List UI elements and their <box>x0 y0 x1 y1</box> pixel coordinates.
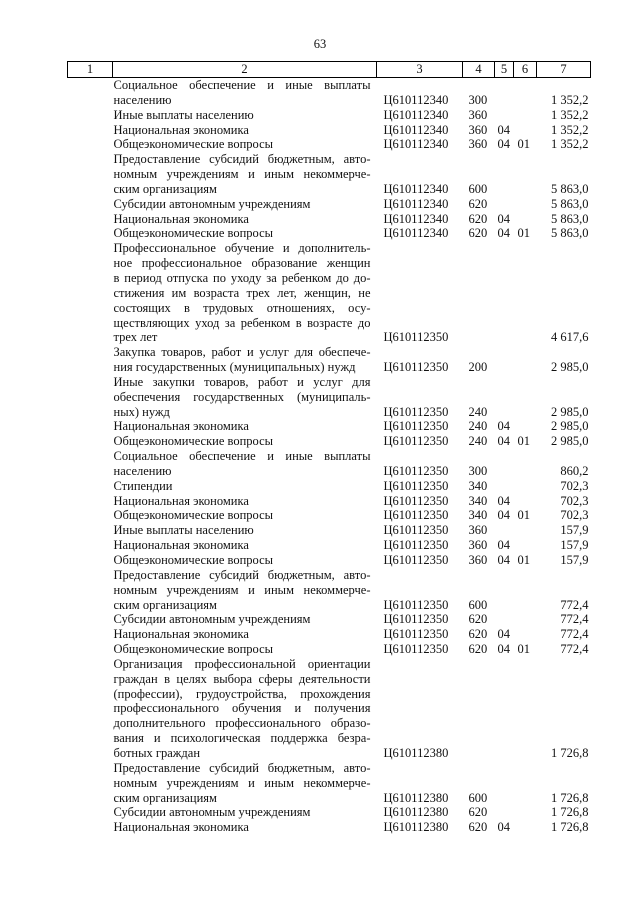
table-row <box>68 820 591 835</box>
text-line: Иные выплаты населению <box>113 107 254 122</box>
cell-col3: Ц610112380 <box>383 820 449 835</box>
table-row <box>68 375 591 420</box>
text-line: ским организациям <box>113 181 217 196</box>
cell-col3: Ц610112350 <box>383 330 449 345</box>
text-line: Национальная экономика <box>113 627 249 642</box>
cell-col4: 620 <box>468 226 488 241</box>
text-line: Закупка товаров, работ и услуг для обеспече- <box>113 345 371 360</box>
cell-col3: Ц610112340 <box>383 211 449 226</box>
text-line: Национальная экономика <box>113 122 249 137</box>
text-line: Национальная экономика <box>113 538 249 553</box>
cell-col-1 <box>68 241 113 345</box>
text-line: Иные закупки товаров, работ и услуг для <box>113 374 371 389</box>
table-row <box>68 508 591 523</box>
cell-col6 <box>514 820 537 835</box>
table-row <box>68 123 591 138</box>
cell-col-1 <box>68 568 113 613</box>
cell-col5 <box>495 152 514 197</box>
cell-col7: 1 726,8 <box>551 820 589 835</box>
table-row <box>68 197 591 212</box>
cell-col7: 772,4 <box>560 612 589 627</box>
cell-col3: Ц610112350 <box>383 523 449 538</box>
text-line: ния государственных (муниципальных) нужд <box>113 360 356 375</box>
cell-col4 <box>463 657 495 761</box>
table-body <box>68 78 591 836</box>
cell-col-1 <box>68 449 113 479</box>
cell-col4 <box>463 241 495 345</box>
cell-col7: 1 352,2 <box>551 107 589 122</box>
table-row <box>68 78 591 108</box>
cell-col6: 01 <box>517 508 530 523</box>
cell-col4: 300 <box>468 92 488 107</box>
text-line: ное профессиональное образование женщин <box>113 256 371 271</box>
text-line: Предоставление субсидий бюджетным, авто- <box>113 152 371 167</box>
cell-col-1 <box>68 375 113 420</box>
page-number: 63 <box>313 37 327 51</box>
cell-col4: 360 <box>468 538 488 553</box>
table-row <box>68 108 591 123</box>
cell-col5 <box>495 657 514 761</box>
cell-col3: Ц610112350 <box>383 538 449 553</box>
cell-col3: Ц610112340 <box>383 226 449 241</box>
budget-table <box>67 61 591 835</box>
cell-col-1 <box>68 657 113 761</box>
cell-col4: 360 <box>468 107 488 122</box>
cell-col5 <box>495 568 514 613</box>
cell-col-1 <box>68 434 113 449</box>
cell-col6 <box>514 375 537 420</box>
cell-col3: Ц610112340 <box>383 122 449 137</box>
cell-col3: Ц610112350 <box>383 597 449 612</box>
cell-col-1 <box>68 197 113 212</box>
text-line: населению <box>113 463 172 478</box>
text-line: дополнительного профессионального образо- <box>113 716 371 731</box>
cell-col6 <box>514 108 537 123</box>
cell-col7: 772,4 <box>560 642 589 657</box>
cell-col6 <box>514 612 537 627</box>
cell-col6 <box>514 123 537 138</box>
cell-col-2 <box>113 657 377 761</box>
cell-col-2 <box>113 434 377 449</box>
cell-col4: 200 <box>468 360 488 375</box>
header-col-6: 6 <box>514 62 537 78</box>
cell-col4: 620 <box>468 642 488 657</box>
cell-col7: 1 726,8 <box>551 790 589 805</box>
cell-col7: 702,3 <box>560 478 589 493</box>
cell-col3: Ц610112380 <box>383 790 449 805</box>
cell-col6 <box>514 761 537 806</box>
cell-col5: 04 <box>497 627 510 642</box>
cell-col5 <box>495 805 514 820</box>
cell-col-1 <box>68 345 113 375</box>
cell-col-2 <box>113 479 377 494</box>
cell-col5: 04 <box>497 642 510 657</box>
table-row <box>68 568 591 613</box>
cell-col7: 860,2 <box>560 463 589 478</box>
table-row <box>68 761 591 806</box>
text-line: населению <box>113 92 172 107</box>
text-line: Иные выплаты населению <box>113 523 254 538</box>
cell-col-1 <box>68 820 113 835</box>
cell-col7: 157,9 <box>560 553 589 567</box>
cell-col4: 600 <box>468 181 488 196</box>
cell-col-1 <box>68 108 113 123</box>
cell-col6 <box>514 345 537 375</box>
cell-col-1 <box>68 212 113 227</box>
header-col-1: 1 <box>68 62 113 78</box>
text-line: Национальная экономика <box>113 493 249 508</box>
cell-col4: 600 <box>468 597 488 612</box>
cell-col4: 340 <box>468 493 488 508</box>
cell-col3: Ц610112350 <box>383 478 449 493</box>
cell-col6: 01 <box>517 137 530 152</box>
cell-col6 <box>514 419 537 434</box>
cell-col7: 4 617,6 <box>551 330 589 345</box>
cell-col-2 <box>113 137 377 152</box>
cell-col7: 1 352,2 <box>551 122 589 137</box>
cell-col-1 <box>68 761 113 806</box>
text-line: граждан в целях выбора сферы деятельности <box>113 671 371 686</box>
text-line: Национальная экономика <box>113 211 249 226</box>
cell-col3: Ц610112350 <box>383 404 449 419</box>
cell-col-1 <box>68 78 113 108</box>
cell-col-2 <box>113 226 377 241</box>
text-line: номным учреждениям и иным некоммерче- <box>113 167 371 182</box>
cell-col5 <box>495 523 514 538</box>
cell-col6: 01 <box>517 642 530 657</box>
cell-col-2 <box>113 612 377 627</box>
text-line: Профессиональное обучение и дополнитель- <box>113 241 371 256</box>
cell-col4: 360 <box>468 137 488 152</box>
cell-col5: 04 <box>497 820 510 835</box>
cell-col7: 702,3 <box>560 508 589 523</box>
cell-col-2 <box>113 627 377 642</box>
text-line: Общеэкономические вопросы <box>113 226 274 241</box>
cell-col7: 1 726,8 <box>551 805 589 820</box>
table-row <box>68 241 591 345</box>
cell-col-2 <box>113 345 377 375</box>
cell-col7: 157,9 <box>560 523 589 538</box>
table-row <box>68 642 591 657</box>
cell-col5: 04 <box>497 419 510 434</box>
cell-col6 <box>514 212 537 227</box>
cell-col6 <box>514 241 537 345</box>
cell-col7: 2 985,0 <box>551 419 589 434</box>
cell-col-1 <box>68 523 113 538</box>
cell-col-2 <box>113 78 377 108</box>
cell-col4: 340 <box>468 478 488 493</box>
cell-col3: Ц610112340 <box>383 107 449 122</box>
cell-col6: 01 <box>517 434 530 449</box>
text-line: ществляющих уход за ребенком в возрасте до <box>113 315 371 330</box>
cell-col5: 04 <box>497 508 510 523</box>
cell-col4: 360 <box>468 553 488 567</box>
cell-col5: 04 <box>497 137 510 152</box>
cell-col4: 600 <box>468 790 488 805</box>
cell-col-1 <box>68 137 113 152</box>
cell-col3: Ц610112350 <box>383 642 449 657</box>
cell-col6 <box>514 805 537 820</box>
cell-col7: 157,9 <box>560 538 589 553</box>
cell-col5 <box>495 449 514 479</box>
cell-col6 <box>514 78 537 108</box>
table-row <box>68 538 591 553</box>
text-line: номным учреждениям и иным некоммерче- <box>113 775 371 790</box>
cell-col3: Ц610112340 <box>383 92 449 107</box>
text-line: Общеэкономические вопросы <box>113 642 274 657</box>
table-row <box>68 419 591 434</box>
cell-col6 <box>514 523 537 538</box>
cell-col-2 <box>113 761 377 806</box>
cell-col-1 <box>68 508 113 523</box>
text-line: Общеэкономические вопросы <box>113 508 274 523</box>
table-header <box>68 62 591 78</box>
cell-col4: 620 <box>468 820 488 835</box>
table-row <box>68 805 591 820</box>
text-line: Субсидии автономным учреждениям <box>113 612 311 627</box>
cell-col4: 360 <box>468 523 488 538</box>
table-row <box>68 226 591 241</box>
header-row <box>68 62 591 78</box>
cell-col4: 300 <box>468 463 488 478</box>
cell-col3: Ц610112350 <box>383 493 449 508</box>
cell-col7: 2 985,0 <box>551 404 589 419</box>
text-line: Социальное обеспечение и иные выплаты <box>113 78 371 92</box>
header-col-5: 5 <box>495 62 514 78</box>
table-row <box>68 523 591 538</box>
cell-col5: 04 <box>497 553 510 567</box>
cell-col-1 <box>68 612 113 627</box>
cell-col-2 <box>113 508 377 523</box>
cell-col6 <box>514 657 537 761</box>
text-line: ных) нужд <box>113 404 170 419</box>
text-line: вания и психологическая поддержка безра- <box>113 731 371 746</box>
cell-col-2 <box>113 197 377 212</box>
cell-col6 <box>514 538 537 553</box>
cell-col-2 <box>113 123 377 138</box>
cell-col-1 <box>68 494 113 509</box>
table-row <box>68 449 591 479</box>
text-line: трех лет <box>113 330 158 345</box>
cell-col4: 620 <box>468 612 488 627</box>
cell-col3: Ц610112340 <box>383 181 449 196</box>
cell-col7: 1 352,2 <box>551 137 589 152</box>
text-line: номным учреждениям и иным некоммерче- <box>113 582 371 597</box>
cell-col7: 5 863,0 <box>551 211 589 226</box>
cell-col6: 01 <box>517 553 530 567</box>
table-row <box>68 212 591 227</box>
cell-col6: 01 <box>517 226 530 241</box>
cell-col7: 1 726,8 <box>551 745 589 760</box>
cell-col3: Ц610112340 <box>383 196 449 211</box>
cell-col5: 04 <box>497 538 510 553</box>
text-line: Организация профессиональной ориентации <box>113 656 371 671</box>
text-line: Социальное обеспечение и иные выплаты <box>113 449 371 464</box>
cell-col7: 2 985,0 <box>551 434 589 449</box>
table-row <box>68 434 591 449</box>
cell-col-2 <box>113 805 377 820</box>
text-line: ским организациям <box>113 597 217 612</box>
cell-col3: Ц610112350 <box>383 434 449 449</box>
cell-col-2 <box>113 375 377 420</box>
cell-col4: 620 <box>468 196 488 211</box>
cell-col5 <box>495 78 514 108</box>
text-line: состоящих в трудовых отношениях, осу- <box>113 300 371 315</box>
table-row <box>68 479 591 494</box>
cell-col3: Ц610112350 <box>383 419 449 434</box>
header-col-3: 3 <box>377 62 463 78</box>
cell-col3: Ц610112350 <box>383 627 449 642</box>
cell-col3: Ц610112350 <box>383 463 449 478</box>
text-line: профессионального обучения и получения <box>113 701 371 716</box>
cell-col5 <box>495 345 514 375</box>
text-line: Общеэкономические вопросы <box>113 434 274 449</box>
cell-col-2 <box>113 241 377 345</box>
cell-col5: 04 <box>497 493 510 508</box>
cell-col3: Ц610112380 <box>383 805 449 820</box>
cell-col6 <box>514 568 537 613</box>
table-row <box>68 627 591 642</box>
cell-col6 <box>514 197 537 212</box>
cell-col-2 <box>113 820 377 835</box>
cell-col4: 340 <box>468 508 488 523</box>
cell-col-2 <box>113 568 377 613</box>
cell-col-1 <box>68 627 113 642</box>
cell-col7: 702,3 <box>560 493 589 508</box>
cell-col3: Ц610112350 <box>383 612 449 627</box>
cell-col7: 1 352,2 <box>551 92 589 107</box>
text-line: стижения им возраста трех лет, женщин, не <box>113 285 371 300</box>
cell-col-1 <box>68 226 113 241</box>
text-line: Предоставление субсидий бюджетным, авто- <box>113 567 371 582</box>
cell-col4: 240 <box>468 419 488 434</box>
cell-col5: 04 <box>497 122 510 137</box>
cell-col-1 <box>68 152 113 197</box>
cell-col6 <box>514 627 537 642</box>
cell-col3: Ц610112350 <box>383 553 449 567</box>
table-row <box>68 494 591 509</box>
cell-col3: Ц610112350 <box>383 508 449 523</box>
cell-col-2 <box>113 523 377 538</box>
header-col-2: 2 <box>113 62 377 78</box>
cell-col-2 <box>113 152 377 197</box>
cell-col4: 240 <box>468 434 488 449</box>
cell-col5 <box>495 197 514 212</box>
text-line: Общеэкономические вопросы <box>113 553 274 567</box>
cell-col-1 <box>68 805 113 820</box>
table-row <box>68 345 591 375</box>
cell-col5: 04 <box>497 211 510 226</box>
cell-col-1 <box>68 479 113 494</box>
cell-col3: Ц610112340 <box>383 137 449 152</box>
table-row <box>68 553 591 568</box>
cell-col-1 <box>68 419 113 434</box>
cell-col-2 <box>113 212 377 227</box>
cell-col-2 <box>113 642 377 657</box>
cell-col7: 2 985,0 <box>551 360 589 375</box>
cell-col-2 <box>113 553 377 568</box>
cell-col-2 <box>113 419 377 434</box>
cell-col6 <box>514 494 537 509</box>
text-line: обеспечения государственных (муниципаль- <box>113 389 371 404</box>
cell-col-2 <box>113 108 377 123</box>
cell-col7: 772,4 <box>560 627 589 642</box>
cell-col5 <box>495 761 514 806</box>
cell-col4: 240 <box>468 404 488 419</box>
cell-col-1 <box>68 553 113 568</box>
header-col-4: 4 <box>463 62 495 78</box>
cell-col5: 04 <box>497 434 510 449</box>
cell-col3: Ц610112350 <box>383 360 449 375</box>
text-line: Субсидии автономным учреждениям <box>113 805 311 820</box>
cell-col4: 360 <box>468 122 488 137</box>
cell-col-2 <box>113 494 377 509</box>
text-line: Предоставление субсидий бюджетным, авто- <box>113 760 371 775</box>
text-line: Общеэкономические вопросы <box>113 137 274 152</box>
cell-col5 <box>495 375 514 420</box>
cell-col7: 5 863,0 <box>551 226 589 241</box>
text-line: Национальная экономика <box>113 820 249 835</box>
cell-col5 <box>495 241 514 345</box>
table-row <box>68 657 591 761</box>
cell-col5: 04 <box>497 226 510 241</box>
cell-col6 <box>514 479 537 494</box>
cell-col4: 620 <box>468 805 488 820</box>
cell-col7: 5 863,0 <box>551 196 589 211</box>
cell-col4: 620 <box>468 211 488 226</box>
cell-col5 <box>495 612 514 627</box>
text-line: в период отпуска по уходу за ребенком до до- <box>113 270 371 285</box>
cell-col7: 772,4 <box>560 597 589 612</box>
cell-col-1 <box>68 123 113 138</box>
table-row <box>68 137 591 152</box>
header-col-7: 7 <box>537 62 591 78</box>
cell-col6 <box>514 152 537 197</box>
cell-col-2 <box>113 449 377 479</box>
cell-col5 <box>495 108 514 123</box>
cell-col-1 <box>68 642 113 657</box>
cell-col4: 620 <box>468 627 488 642</box>
cell-col6 <box>514 449 537 479</box>
table-row <box>68 612 591 627</box>
text-line: ботных граждан <box>113 745 201 760</box>
text-line: Национальная экономика <box>113 419 249 434</box>
text-line: ским организациям <box>113 790 217 805</box>
cell-col-1 <box>68 538 113 553</box>
cell-col5 <box>495 479 514 494</box>
cell-col3: Ц610112380 <box>383 745 449 760</box>
text-line: (профессии), грудоустройства, прохождения <box>113 686 371 701</box>
cell-col-2 <box>113 538 377 553</box>
table-row <box>68 152 591 197</box>
cell-col7: 5 863,0 <box>551 181 589 196</box>
text-line: Стипендии <box>113 478 173 493</box>
text-line: Субсидии автономным учреждениям <box>113 196 311 211</box>
